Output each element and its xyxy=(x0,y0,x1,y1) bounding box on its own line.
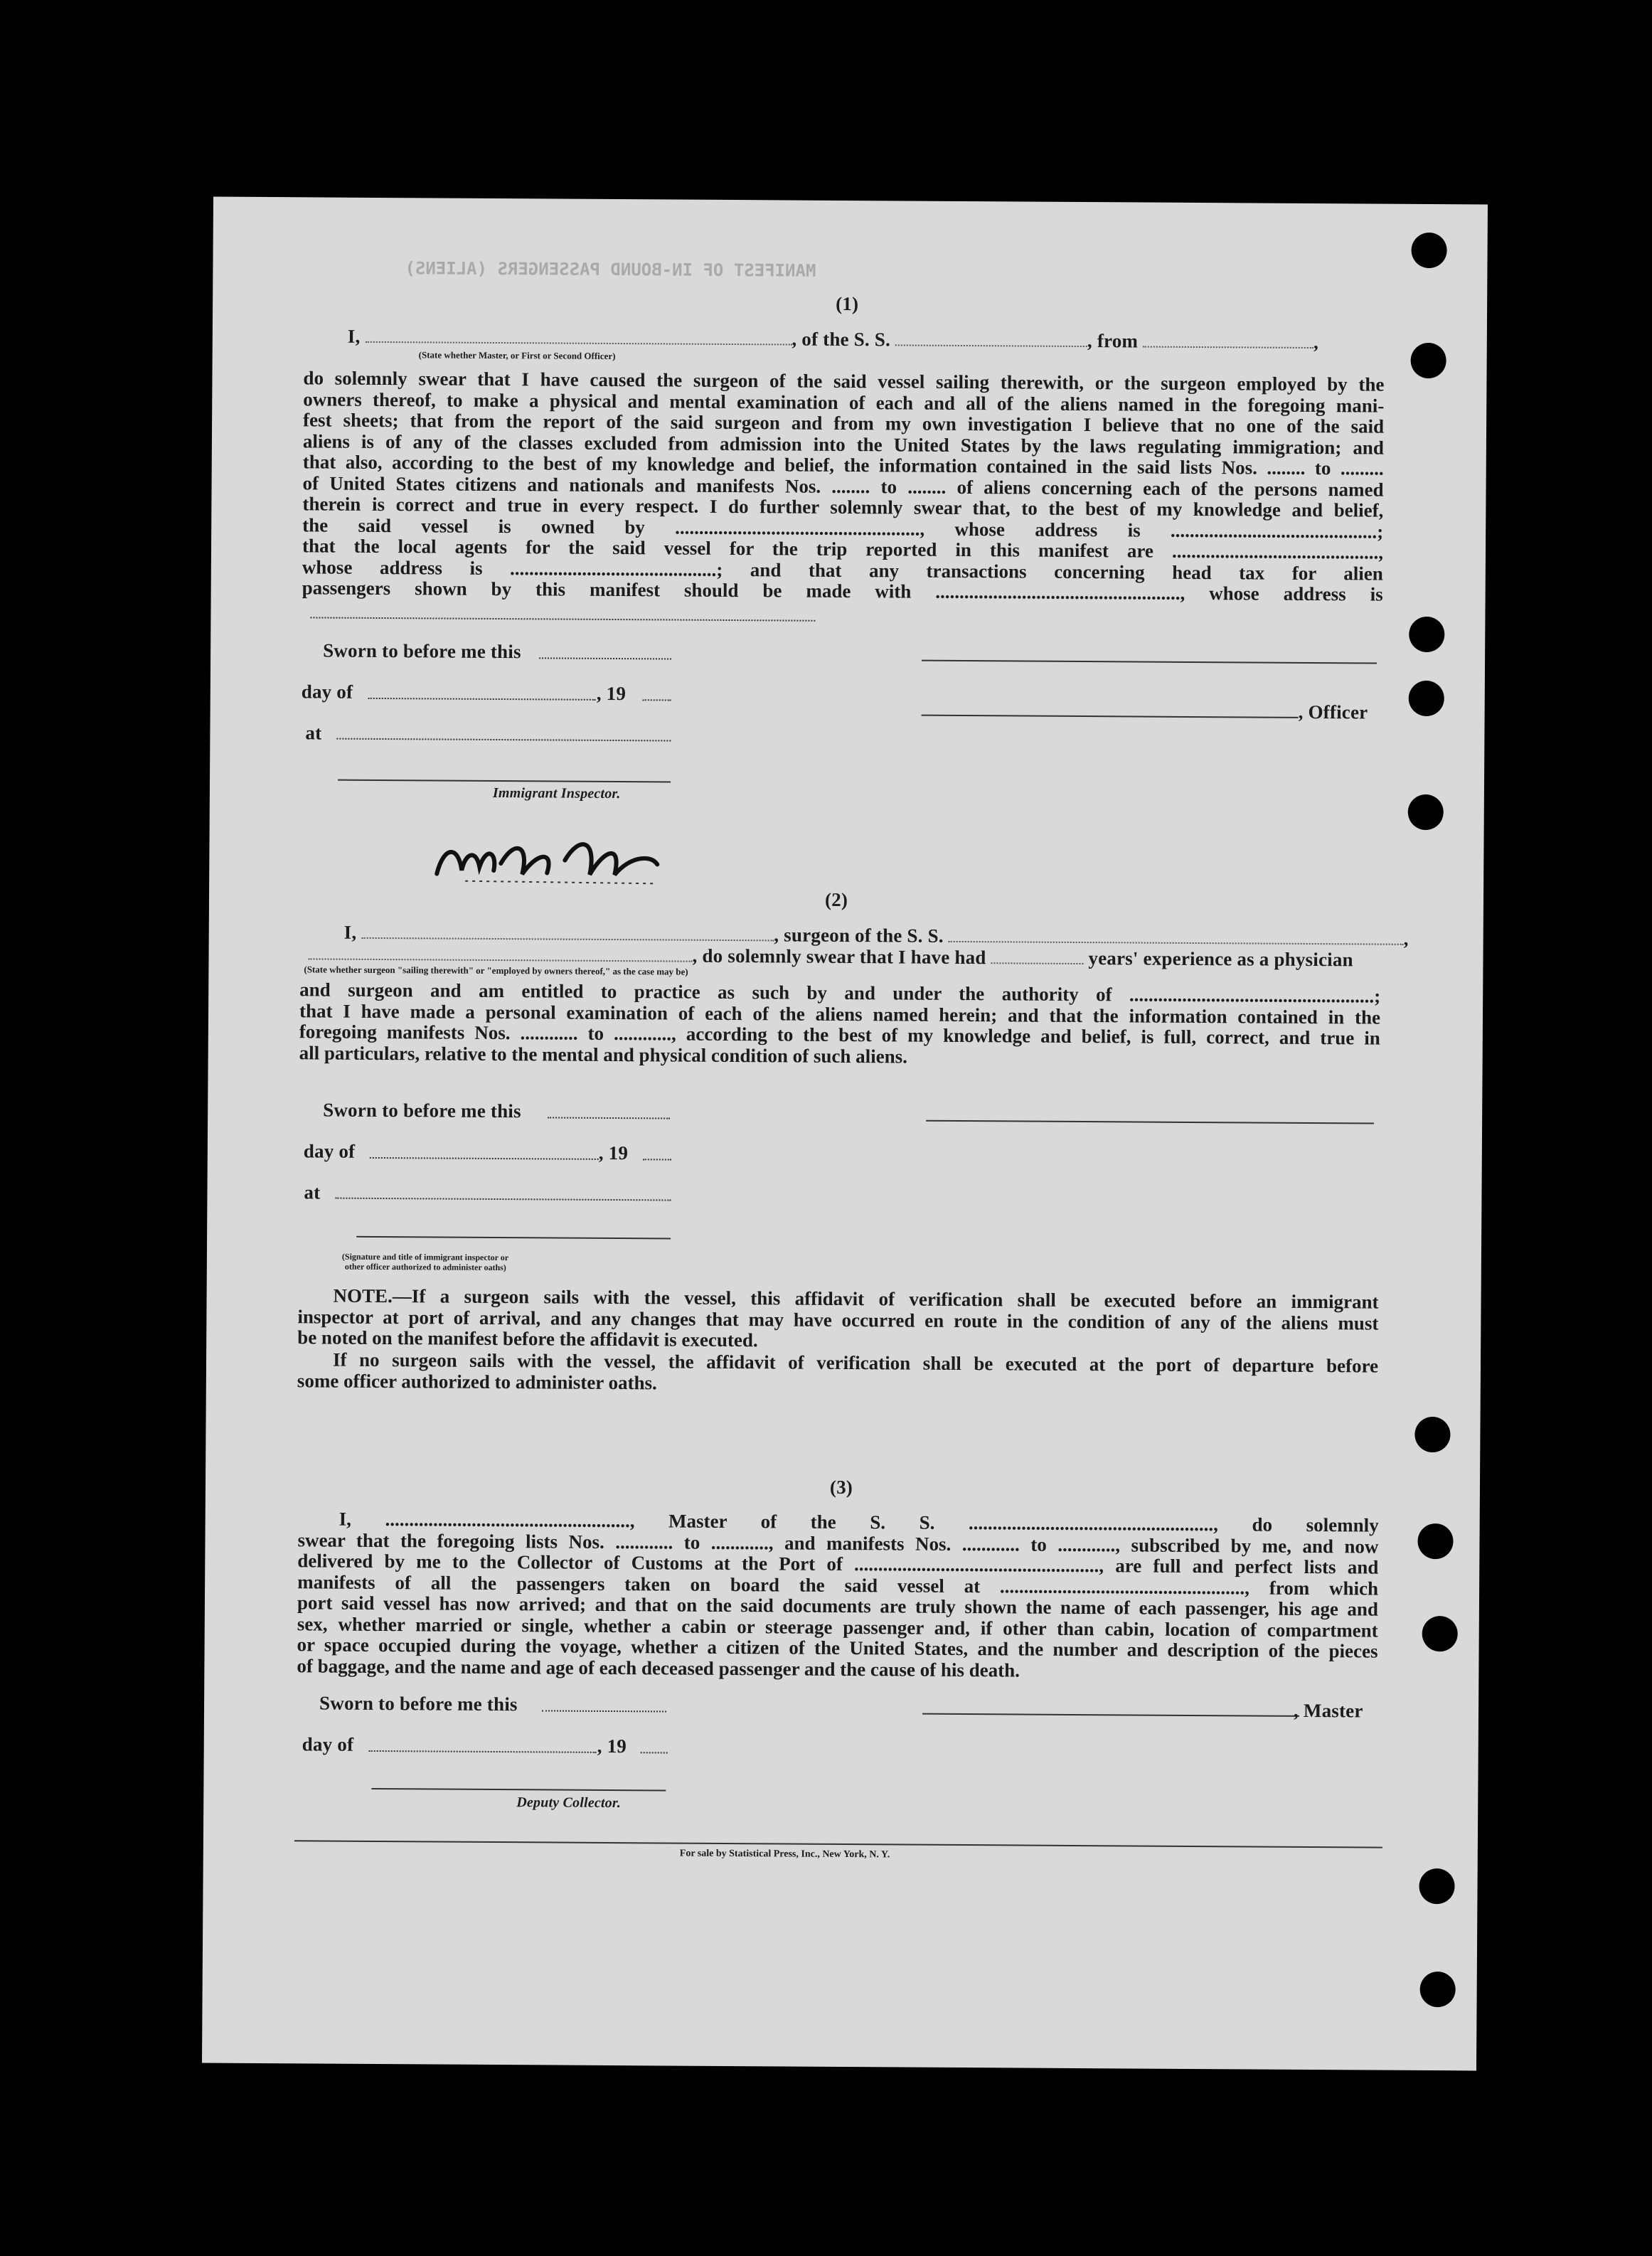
address-continuation-line xyxy=(310,617,815,621)
section-3-paragraph: I, ..................................................., Master of the S. S. ..................................................., do solemnly swear that the foregoing lists Nos. ............ to ............, and manifests Nos. ............ to ............, subscribed by me, and now delivered by me to the Collector of Customs at the Port of ..................................................., are full and perfect lists and manifests of all the passengers taken on board the said vessel at ..................................................., from which port said vessel has now arrived; and that on the said documents are truly shown the name of each passenger, his age and sex, whether married or single, whether a cabin or steerage passenger and, if other than cabin, location of compartment or space occupied during the voyage, whether a citizen of the United States, and the number and description of the pieces of baggage, and the name and age of each deceased passenger and the cause of his death. xyxy=(297,1508,1379,1681)
master-label: , Master xyxy=(1293,1699,1363,1722)
sworn-label-3: Sworn to before me this xyxy=(319,1692,518,1715)
section-2-paragraph: and surgeon and am entitled to practice as such by and under the authority of ...................................................; that I have made a personal examination of each of the aliens named herein; and that the information contained in the foregoing manifests Nos. ............ to ............, according to the best of my knowledge and belief, is full, correct, and true in all particulars, relative to the mental and physical condition of such aliens. xyxy=(299,979,1381,1068)
officer-signature-line-2 xyxy=(922,715,1299,718)
section-2-number: (2) xyxy=(824,888,848,911)
day-of-label-1: day of xyxy=(301,681,353,703)
punch-hole xyxy=(1417,1523,1453,1559)
officer-label: , Officer xyxy=(1298,701,1368,723)
master-signature-line xyxy=(922,1713,1299,1717)
surgeon-caption: (State whether surgeon "sailing therewith" or "employed by owners thereof," as the case may be) xyxy=(304,964,688,977)
section-1-paragraph: do solemnly swear that I have caused the surgeon of the said vessel sailing therewith, or the surgeon employed by the owners thereof, to make a physical and mental examination of each and all of the aliens named in the foregoing mani- fest sheets; that from the report of the said surgeon and from my own investigation I believe that no one of the said aliens is of any of the classes excluded from admission into the United States by the laws regulating immigration; and that also, according to the best of my knowledge and belief, the information contained in the said lists Nos. ........ to ......... of United States citizens and nationals and manifests Nos. ........ to ........ of aliens concerning each of the persons named therein is correct and true in every respect. I do further solemnly swear that, to the best of my knowledge and belief, the said vessel is owned by ..................................................., whose address is ...........................................; that the local agents for the said vessel for the trip reported in this manifest are ..........................................., whose address is ...........................................; and that any transactions concerning head tax for alien passengers shown by this manifest should be made with ..................................................., whose address is xyxy=(302,367,1385,605)
surgeon-signature-line xyxy=(926,1120,1374,1124)
inspector-signature xyxy=(422,824,693,889)
section-2-oath-line: I, , surgeon of the S. S. , xyxy=(343,921,1409,949)
punch-hole xyxy=(1422,1616,1458,1651)
officer-caption: (State whether Master, or First or Second Officer) xyxy=(418,349,616,362)
day-of-label-2: day of xyxy=(303,1140,356,1162)
punch-hole xyxy=(1420,1972,1456,2007)
sworn-label-1: Sworn to before me this xyxy=(323,639,521,663)
at-label-1: at xyxy=(305,722,322,744)
immigrant-inspector-caption: Immigrant Inspector. xyxy=(492,784,621,802)
section-1-oath-line: I, , of the S. S. , from , xyxy=(347,325,1319,353)
punch-hole xyxy=(1409,617,1444,652)
at-label-2: at xyxy=(304,1181,321,1203)
punch-hole xyxy=(1411,233,1446,268)
punch-hole xyxy=(1414,1417,1450,1452)
punch-hole xyxy=(1408,794,1444,830)
note-paragraph-2: If no surgeon sails with the vessel, the affidavit of verification shall be executed at the port of departure before some officer authorized to administer oaths. xyxy=(297,1348,1379,1393)
footer-rule xyxy=(294,1840,1382,1848)
signature-caption: (Signature and title of immigrant inspector or other officer authorized to administer oaths) xyxy=(341,1251,509,1273)
note-paragraph: NOTE.—If a surgeon sails with the vessel, this affidavit of verification shall be executed before an immigrant inspector at port of arrival, and any changes that may have occurred en route in the condition of any of the aliens must be noted on the manifest before the affidavit is executed. xyxy=(297,1284,1379,1351)
section-3-number: (3) xyxy=(829,1476,853,1499)
punch-hole xyxy=(1409,681,1444,716)
sworn-label-2: Sworn to before me this xyxy=(323,1099,521,1122)
deputy-collector-caption: Deputy Collector. xyxy=(516,1794,622,1811)
section-1-number: (1) xyxy=(836,292,859,315)
punch-hole xyxy=(1419,1868,1454,1904)
punch-hole xyxy=(1411,343,1446,378)
document-page: MANIFEST OF IN-BOUND PASSENGERS (ALIENS) (1) I, , of the S. S. , from , (State whether Master, or First or Second Officer) do solemnly swear that I have caused the surgeon of the said vessel sailing therewith, or the surgeon employed by the owners thereof, to make a physical and mental examination of each and all of the aliens named in the foregoing mani- fest sheets; that from the report of the said surgeon and from my own investigation I believe that no one of the said aliens is of any of the classes excluded from admission into the United States by the laws regulating immigration; and that also, according to the best of my knowledge and belief, the information contained in the said lists Nos. ........ to ......... of United States citizens and nationals and manifests Nos. ........ to ........ of aliens concerning each of the persons named therein is correct and true in every respect. I do further solemnly swear that, to the best of my knowledge and belief, the said vessel is owned by ..................................................., whose address is ...........................................; that the local agents for the said vessel for the trip reported in this manifest are ..........................................., whose address is ...........................................; and that any transactions concerning head tax for alien passengers shown by this manifest should be made with ..................................................., whose address is Sworn to before me this day of , 19 , Officer at Immigrant Inspector. (2) I, , surgeon of the S. S. , , do solemnly swear that I have had years' experience as a physician (State whether surgeon "sailing therewith" or "employed by owners thereof," as the case may be) and surgeon and am entitled to practice as such by and under the authority of ...................................................; that I have made a personal examination of each of the aliens named herein; and that the information contained in the foregoing manifests Nos. ............ to ............, according to the best of my knowledge and belief, is full, correct, and true in all particulars, relative to the mental and physical condition of such aliens. Sworn to before me this day of , 19 at (Signature and title of immigrant inspector or other officer authorized to administer oaths) NOTE.—If a surgeon sails with the vessel, this affidavit of verification shall be executed before an immigrant inspector at port of arrival, and any changes that may have occurred en route in the condition of any of the aliens must be noted on the manifest before the affidavit is executed. If no surgeon sails with the vessel, the affidavit of verification shall be executed at the port of departure before some officer authorized to administer oaths. (3) I, ..................................................., Master of the S. S. ..................................................., do solemnly swear that the foregoing lists Nos. ............ to ............, and manifests Nos. ............ to ............, subscribed by me, and now delivered by me to the Collector of Customs at the Port of ..................................................., are full and perfect lists and manifests of all the passengers taken on board the said vessel at ..................................................., from which port said vessel has now arrived; and that on the said documents are truly shown the name of each passenger, his age and sex, whether married or single, whether a cabin or steerage passenger and, if other than cabin, location of compartment or space occupied during the voyage, whether a citizen of the United States, and the number and description of the pieces of baggage, and the name and age of each deceased passenger and the cause of his death. Sworn to before me this , Master day of , 19 Deputy Collector. For sale by Statistical Press, Inc., New York, N. Y. xyxy=(202,197,1488,2071)
section-2-experience-line: , do solemnly swear that I have had years' experience as a physician xyxy=(308,942,1353,971)
day-of-label-3: day of xyxy=(302,1733,354,1755)
officer-signature-line-1 xyxy=(922,660,1377,664)
printer-credit: For sale by Statistical Press, Inc., New York, N. Y. xyxy=(679,1848,890,1861)
bleed-through-header: MANIFEST OF IN-BOUND PASSENGERS (ALIENS) xyxy=(405,258,816,281)
